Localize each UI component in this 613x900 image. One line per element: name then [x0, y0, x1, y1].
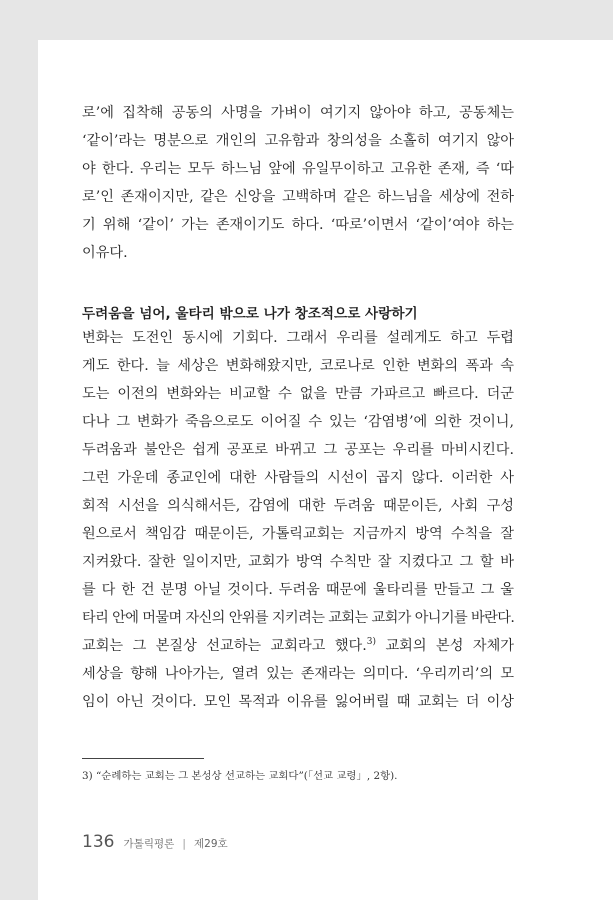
text-segment: 교회의 본성 자체가	[376, 638, 514, 654]
issue-number: 제29호	[194, 838, 228, 850]
text-line: 로’에 집착해 공동의 사명을 가벼이 여기지 않아야 하고, 공동체는	[82, 105, 514, 121]
text-line: 세상을 향해 나아가는, 열려 있는 존재라는 의미다. ‘우리끼리’의 모	[82, 666, 514, 682]
text-line: 그런 가운데 종교인에 대한 사람들의 시선이 곱지 않다. 이러한 사	[82, 470, 514, 486]
text-line: 야 한다. 우리는 모두 하느님 앞에 유일무이하고 고유한 존재, 즉 ‘따	[82, 161, 514, 177]
text-line: 게도 한다. 늘 세상은 변화해왔지만, 코로나로 인한 변화의 폭과 속	[82, 358, 514, 374]
text-line: 임이 아닌 것이다. 모인 목적과 이유를 잃어버릴 때 교회는 더 이상	[82, 694, 514, 710]
page-footer	[82, 832, 228, 852]
footnote-reference[interactable]: 3)	[366, 637, 376, 647]
text-segment: 교회는 그 본질상 선교하는 교회라고 했다.	[82, 638, 367, 654]
section-heading: 두려움을 넘어, 울타리 밖으로 나가 창조적으로 사랑하기	[82, 306, 418, 322]
text-line: 회적 시선을 의식해서든, 감염에 대한 두려움 때문이든, 사회 구성	[82, 498, 514, 514]
text-line: 기 위해 ‘같이’ 가는 존재이기도 하다. ‘따로’이면서 ‘같이’여야 하는	[82, 217, 514, 233]
text-line-with-footnote	[82, 636, 514, 656]
text-line: 도는 이전의 변화와는 비교할 수 없을 만큼 가파르고 빠르다. 더군	[82, 386, 514, 402]
text-line: 타리 안에 머물며 자신의 안위를 지키려는 교회는 교회가 아니기를 바란다.	[82, 610, 515, 626]
text-line: 원으로서 책임감 때문이든, 가톨릭교회는 지금까지 방역 수칙을 잘	[82, 526, 514, 542]
text-line: ‘같이’라는 명분으로 개인의 고유함과 창의성을 소홀히 여기지 않아	[82, 133, 514, 149]
text-line: 변화는 도전인 동시에 기회다. 그래서 우리를 설레게도 하고 두렵	[82, 330, 514, 346]
text-line: 두려움과 불안은 쉽게 공포로 바뀌고 그 공포는 우리를 마비시킨다.	[82, 442, 514, 458]
text-line: 를 다 한 건 분명 아닐 것이다. 두려움 때문에 울타리를 만들고 그 울	[82, 582, 514, 598]
footnote: 3) “순례하는 교회는 그 본성상 선교하는 교회다”(「선교 교령」, 2항).	[82, 770, 398, 782]
footnote-divider	[82, 758, 204, 759]
publication-name: 가톨릭평론	[123, 838, 175, 850]
text-line: 지켜왔다. 잘한 일이지만, 교회가 방역 수칙만 잘 지켰다고 그 할 바	[82, 554, 514, 570]
footer-separator: |	[182, 838, 186, 850]
text-line: 다나 그 변화가 죽음으로도 이어질 수 있는 ‘감염병’에 의한 것이니,	[82, 414, 514, 430]
page-number: 136	[82, 832, 115, 852]
text-line: 이유다.	[82, 245, 128, 261]
text-line: 로’인 존재이지만, 같은 신앙을 고백하며 같은 하느님을 세상에 전하	[82, 189, 514, 205]
